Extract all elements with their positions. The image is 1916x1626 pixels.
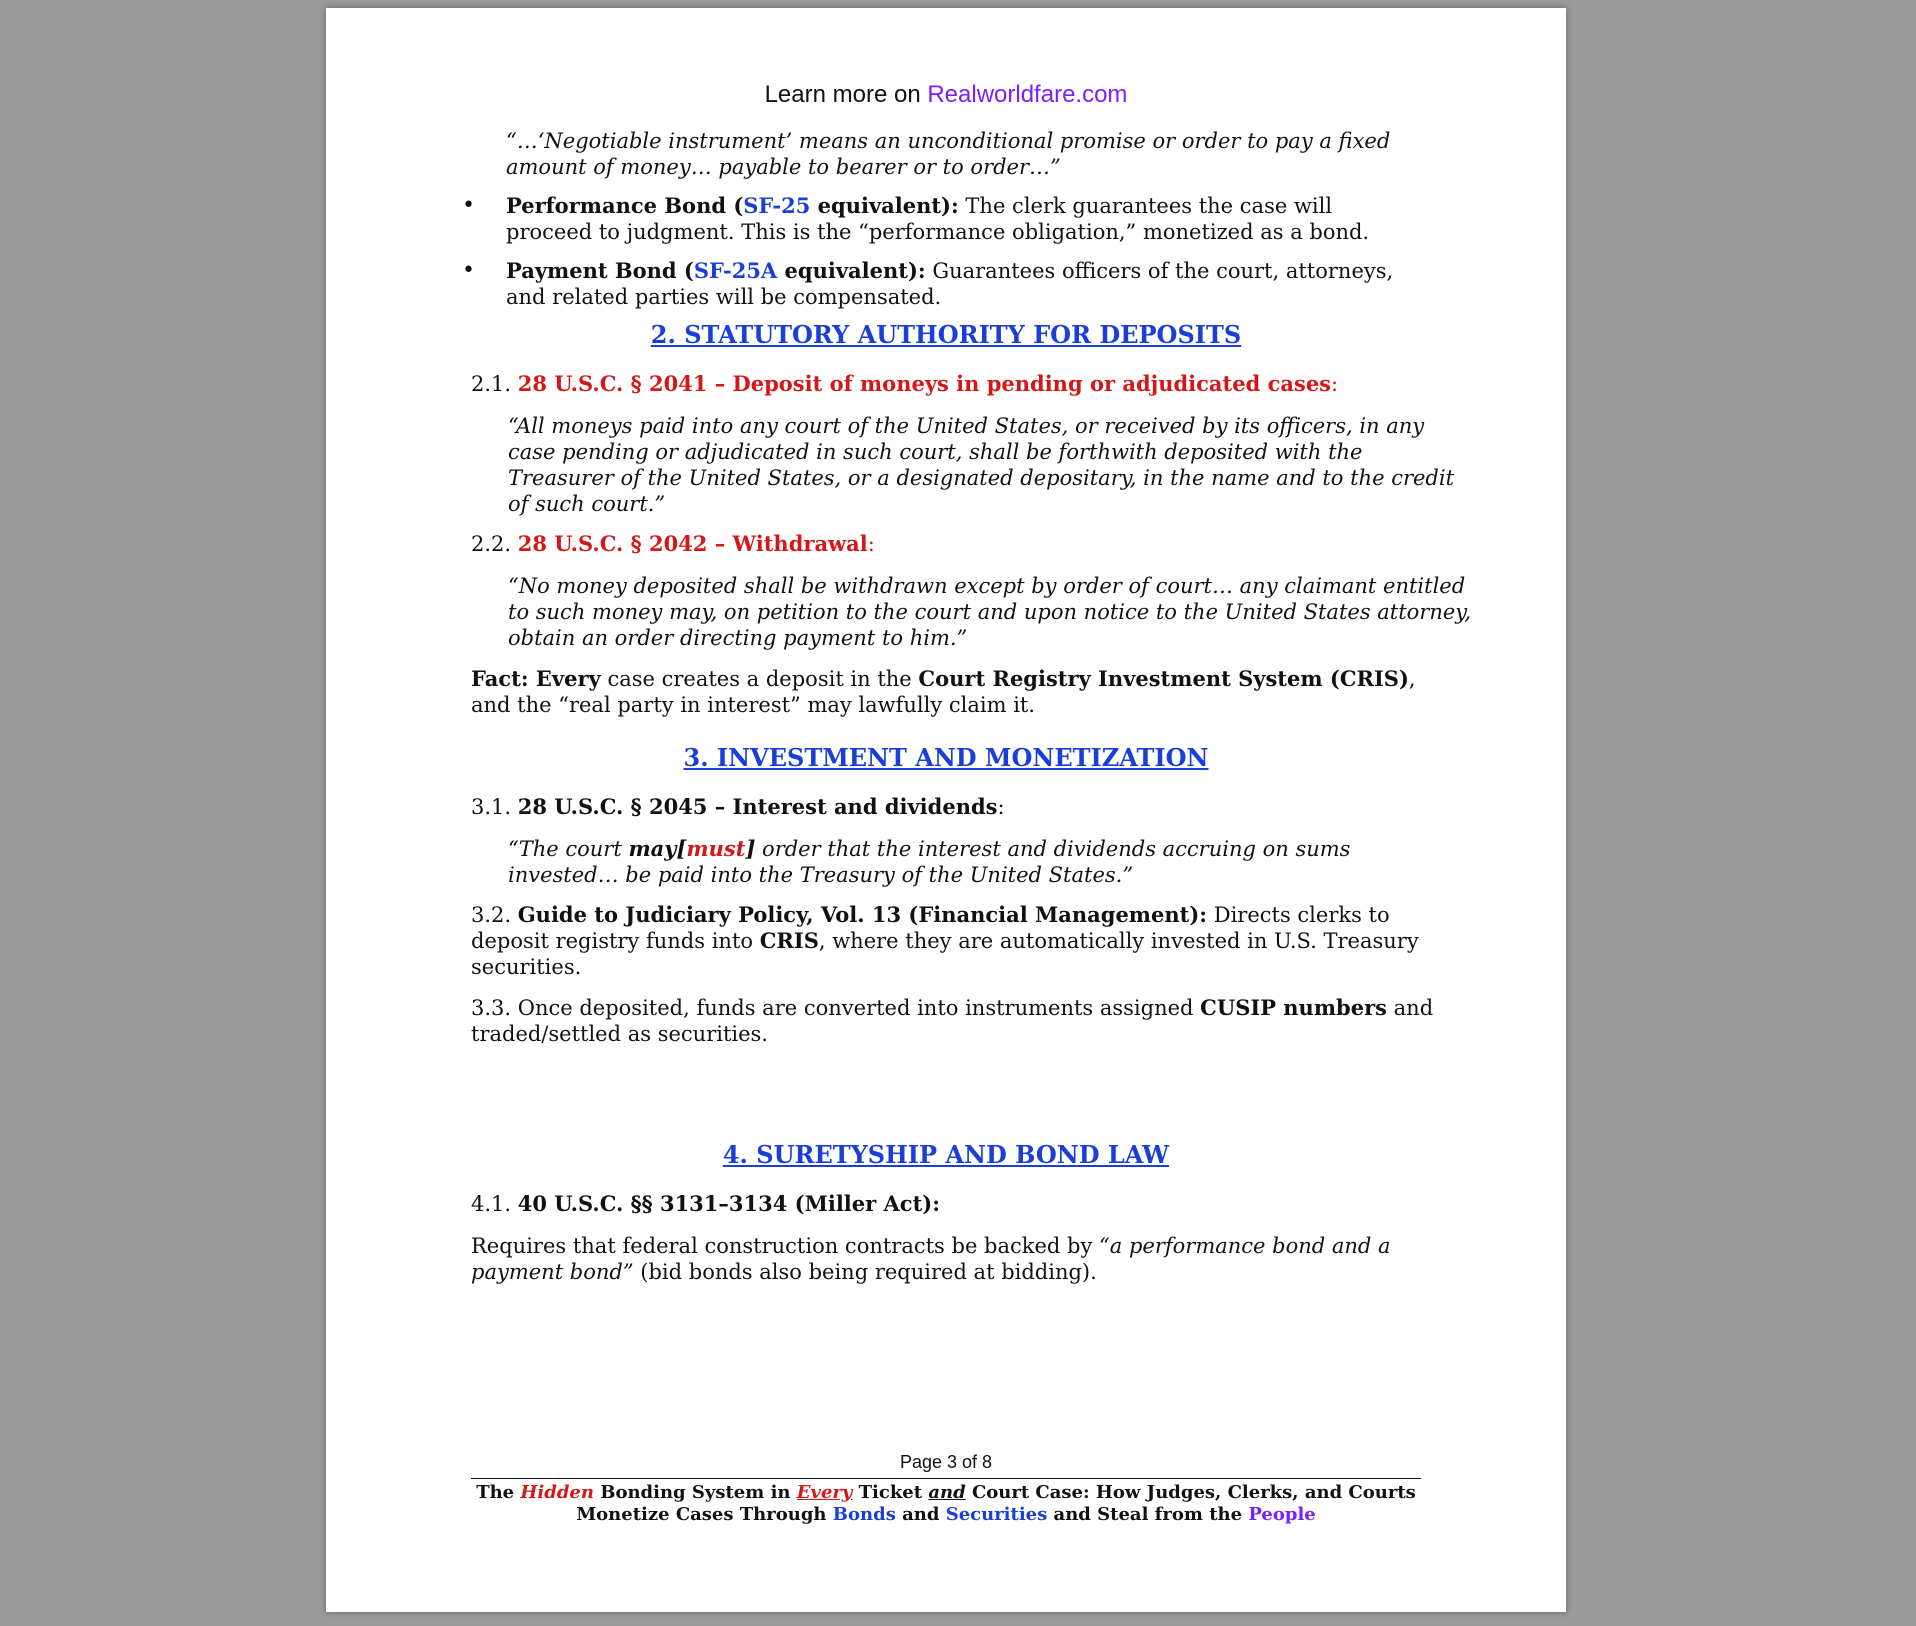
section-2-1-quote-line: “All moneys paid into any court of the United States, or received by its officers, in any bbox=[508, 414, 1425, 438]
intro-quote-line2: amount of money… payable to bearer or to order…” bbox=[506, 155, 1061, 179]
page-number: Page 3 of 8 bbox=[899, 1452, 993, 1472]
section-3-2-line3: securities. bbox=[471, 955, 582, 979]
section-2-2-quote-line: “No money deposited shall be withdrawn except by order of court… any claimant entitled bbox=[508, 574, 1466, 598]
section-3-1-quote-line1: “The court may[must] order that the interest and dividends accruing on sums bbox=[508, 836, 1351, 861]
fact-line1: Fact: Every case creates a deposit in the Court Registry Investment System (CRIS), bbox=[471, 666, 1416, 691]
footer-divider bbox=[471, 1478, 1421, 1479]
section-4-1-title: 4.1. 40 U.S.C. §§ 3131–3134 (Miller Act): bbox=[471, 1191, 940, 1216]
section-3-1-title: 3.1. 28 U.S.C. § 2045 – Interest and dividends: bbox=[471, 794, 1005, 819]
section-3-1-quote-line2: invested… be paid into the Treasury of the United States.” bbox=[508, 863, 1134, 887]
section-3-3-line1: 3.3. Once deposited, funds are converted into instruments assigned CUSIP numbers and bbox=[471, 995, 1434, 1020]
performance-bond-line2: proceed to judgment. This is the “performance obligation,” monetized as a bond. bbox=[506, 220, 1370, 244]
requires-line2: payment bond” (bid bonds also being required at bidding). bbox=[471, 1260, 1097, 1284]
page-header: Learn more on Realworldfare.com bbox=[764, 81, 1128, 108]
sf25a-form: SF-25A bbox=[693, 258, 778, 283]
section-2-1-quote-line: of such court.” bbox=[508, 492, 666, 516]
section-2-1-quote-line: case pending or adjudicated in such court, shall be forthwith deposited with the bbox=[508, 440, 1363, 464]
footer-line2: Monetize Cases Through Bonds and Securities and Steal from the People bbox=[576, 1504, 1316, 1525]
payment-bond-line2: and related parties will be compensated. bbox=[506, 285, 942, 309]
page-footer bbox=[326, 1482, 1566, 1526]
section-2-heading: 2. STATUTORY AUTHORITY FOR DEPOSITS bbox=[650, 320, 1242, 349]
section-3-2-line1: 3.2. Guide to Judiciary Policy, Vol. 13 (Financial Management): Directs clerks to bbox=[471, 902, 1390, 927]
section-2-2-quote-line: obtain an order directing payment to him.” bbox=[508, 626, 968, 650]
section-2-2-title: 2.2. 28 U.S.C. § 2042 – Withdrawal: bbox=[471, 531, 875, 556]
payment-bond-line1: Payment Bond (SF-25A equivalent): Guarantees officers of the court, attorneys, bbox=[506, 258, 1394, 283]
requires-line1: Requires that federal construction contracts be backed by “a performance bond and a bbox=[471, 1234, 1391, 1258]
section-3-heading: 3. INVESTMENT AND MONETIZATION bbox=[683, 743, 1209, 772]
sf25-form: SF-25 bbox=[743, 193, 811, 218]
section-2-1-quote-line: Treasurer of the United States, or a designated depositary, in the name and to the credit bbox=[508, 466, 1455, 490]
bullet-marker: • bbox=[462, 258, 475, 283]
section-3-2-line2: deposit registry funds into CRIS, where they are automatically invested in U.S. Treasury bbox=[471, 928, 1419, 953]
section-2-1-title: 2.1. 28 U.S.C. § 2041 – Deposit of moneys in pending or adjudicated cases: bbox=[471, 371, 1339, 396]
bullet-marker: • bbox=[462, 193, 475, 218]
footer-line1: The Hidden Bonding System in Every Ticket and Court Case: How Judges, Clerks, and Courts bbox=[476, 1482, 1416, 1503]
section-2-2-quote-line: to such money may, on petition to the court and upon notice to the United States attorney, bbox=[508, 600, 1472, 624]
performance-bond-line1: Performance Bond (SF-25 equivalent): The clerk guarantees the case will bbox=[506, 193, 1333, 218]
realworldfare-link[interactable]: Realworldfare.com bbox=[927, 81, 1128, 108]
fact-line2: and the “real party in interest” may lawfully claim it. bbox=[471, 693, 1036, 717]
section-4-heading: 4. SURETYSHIP AND BOND LAW bbox=[722, 1140, 1170, 1169]
document-page bbox=[326, 8, 1566, 1612]
intro-quote-line1: “…‘Negotiable instrument’ means an unconditional promise or order to pay a fixed bbox=[506, 129, 1391, 153]
section-3-3-line2: traded/settled as securities. bbox=[471, 1022, 768, 1046]
